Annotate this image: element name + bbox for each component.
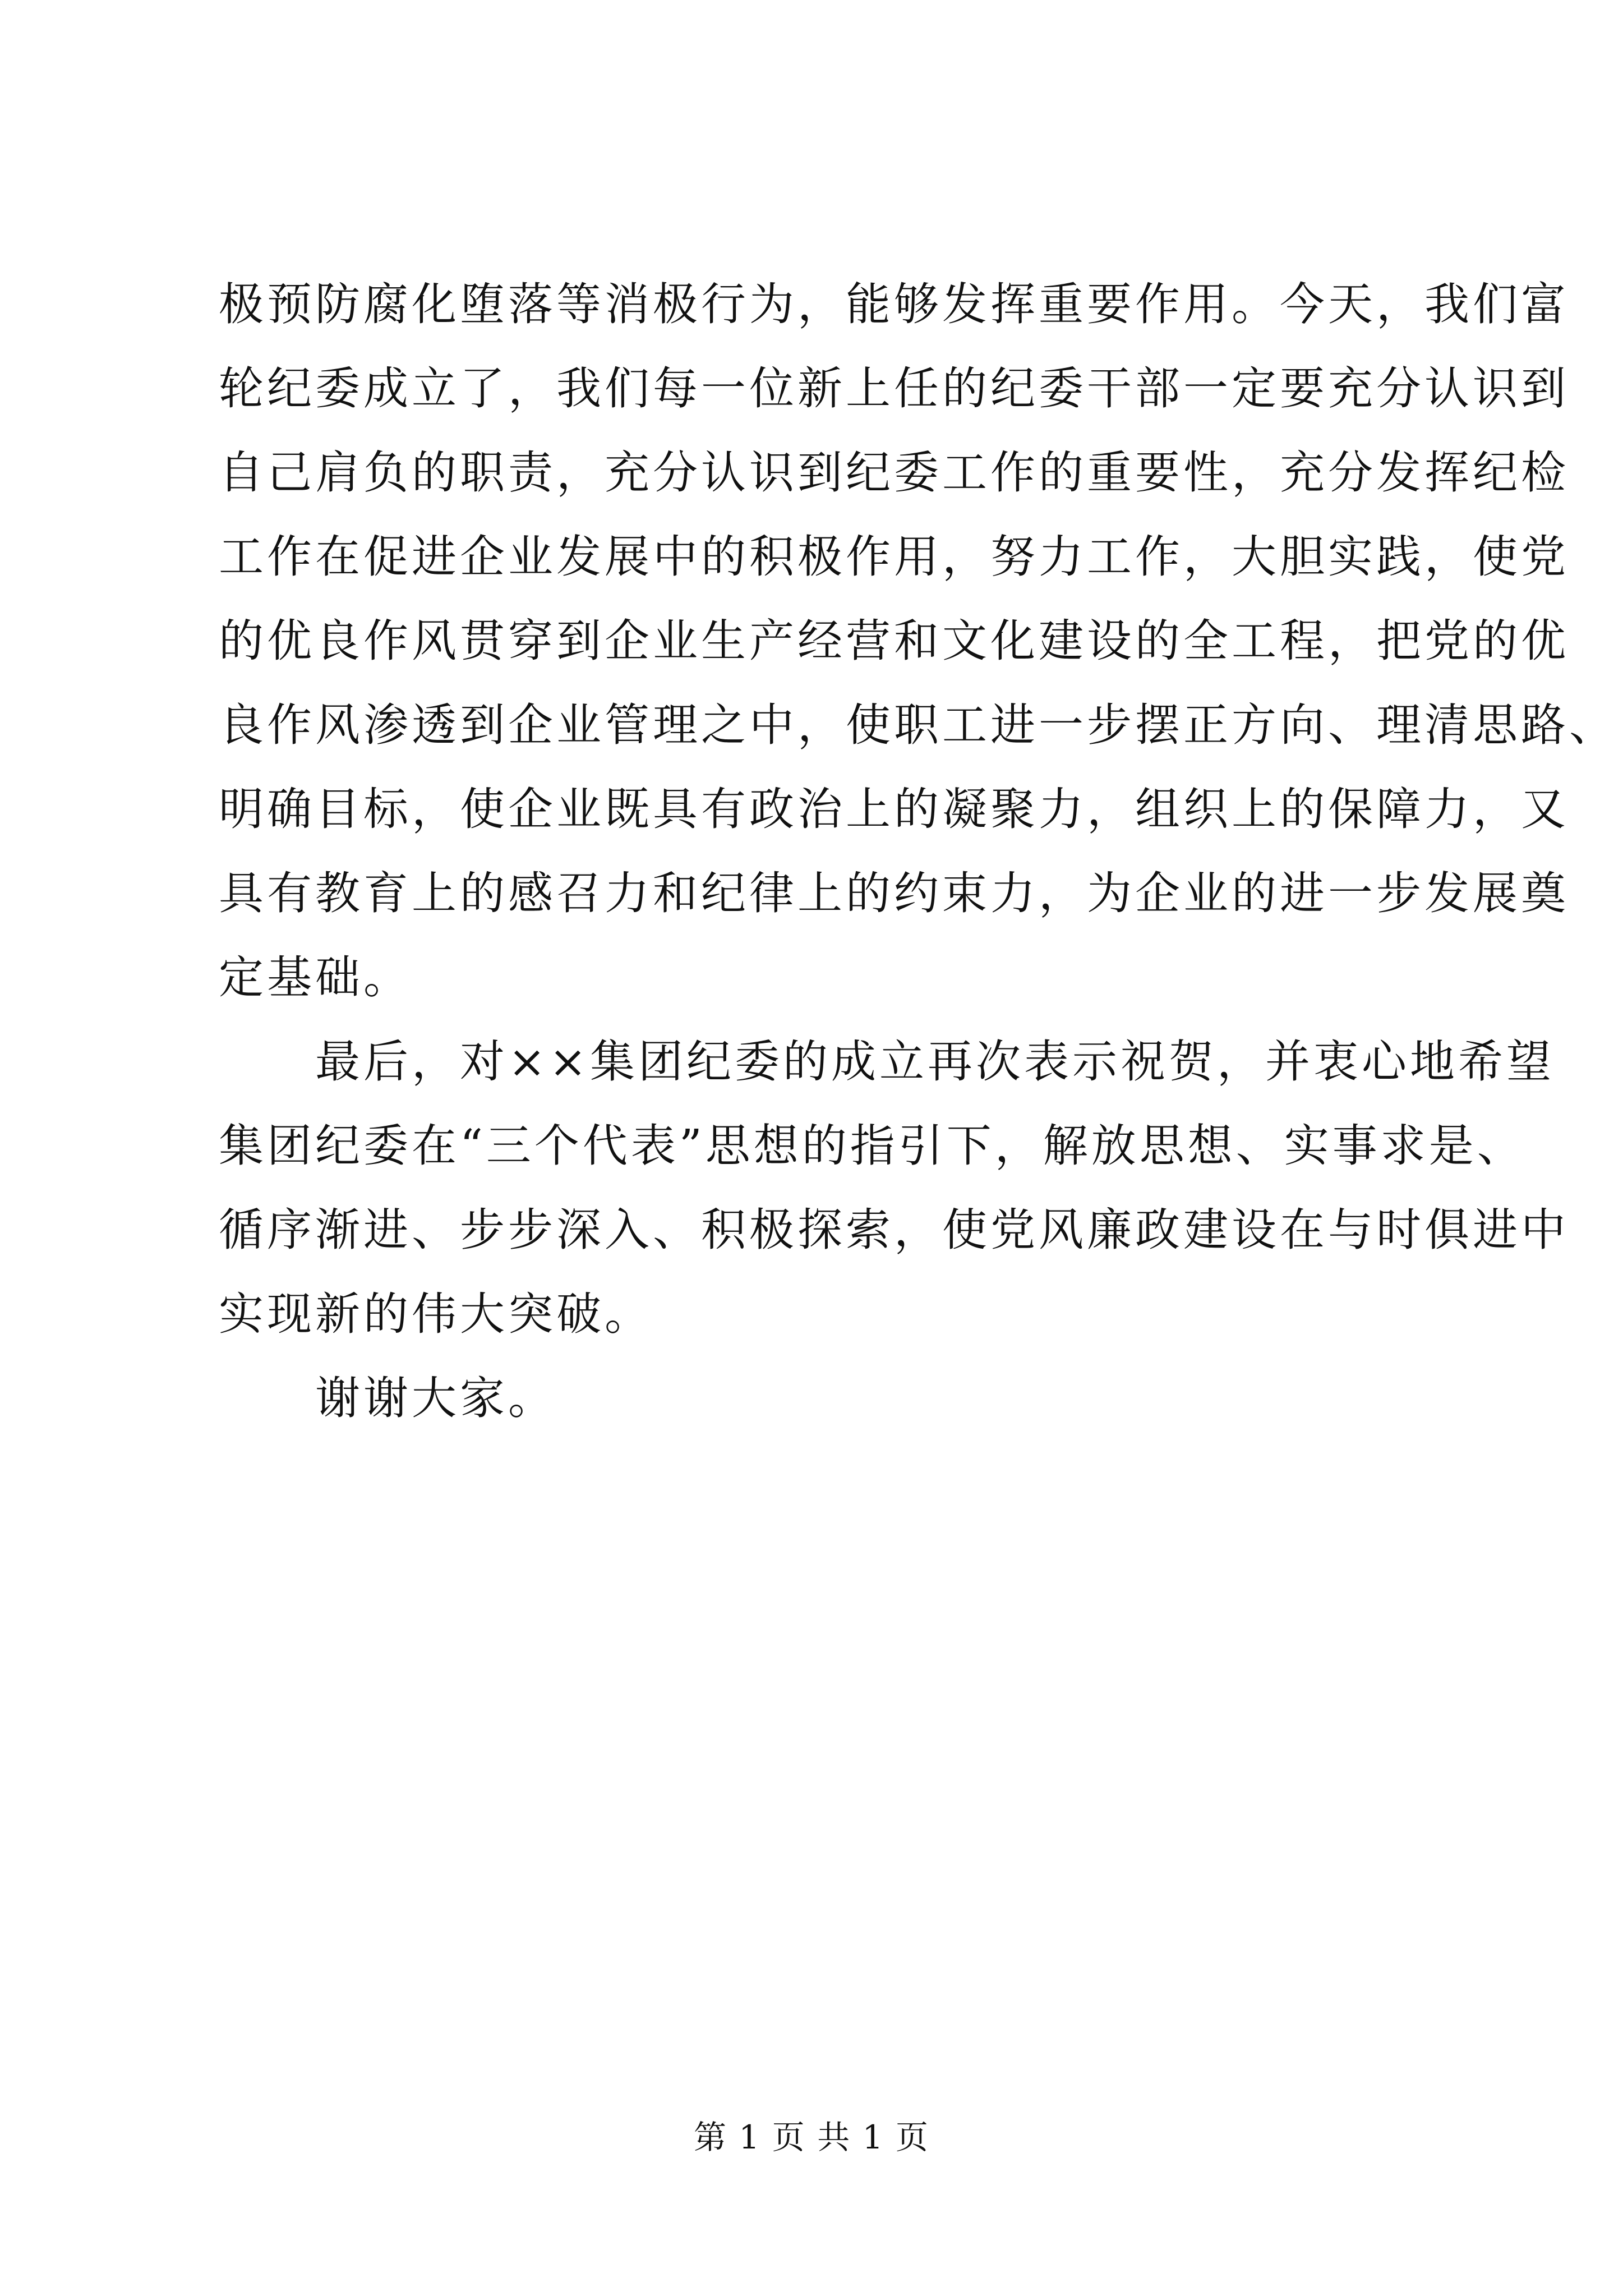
document-body — [219, 263, 1617, 1441]
text-line: 工作在促进企业发展中的积极作用，努力工作，大胆实践，使党 — [219, 531, 1569, 583]
text-line: 循序渐进、步步深入、积极探索，使党风廉政建设在与时俱进中 — [219, 1204, 1569, 1256]
page-number-footer: 第 1 页 共 1 页 — [694, 2118, 929, 2156]
text-line: 良作风渗透到企业管理之中，使职工进一步摆正方向、理清思路、 — [219, 699, 1617, 751]
text-line: 具有教育上的感召力和纪律上的约束力，为企业的进一步发展奠 — [219, 867, 1569, 919]
text-line: 集团纪委在“三个代表”思想的指引下，解放思想、实事求是、 — [219, 1120, 1525, 1172]
text-line: 极预防腐化堕落等消极行为，能够发挥重要作用。今天，我们富 — [219, 278, 1569, 330]
text-line: 自己肩负的职责，充分认识到纪委工作的重要性，充分发挥纪检 — [219, 447, 1569, 499]
text-line: 谢谢大家。 — [219, 1372, 556, 1424]
text-line: 实现新的伟大突破。 — [219, 1288, 653, 1340]
text-line: 定基础。 — [219, 951, 412, 1004]
text-line: 最后，对××集团纪委的成立再次表示祝贺，并衷心地希望 — [219, 1036, 1555, 1088]
text-line: 明确目标，使企业既具有政治上的凝聚力，组织上的保障力，又 — [219, 783, 1569, 835]
text-line: 轮纪委成立了，我们每一位新上任的纪委干部一定要充分认识到 — [219, 362, 1569, 415]
text-line: 的优良作风贯穿到企业生产经营和文化建设的全工程，把党的优 — [219, 615, 1569, 667]
